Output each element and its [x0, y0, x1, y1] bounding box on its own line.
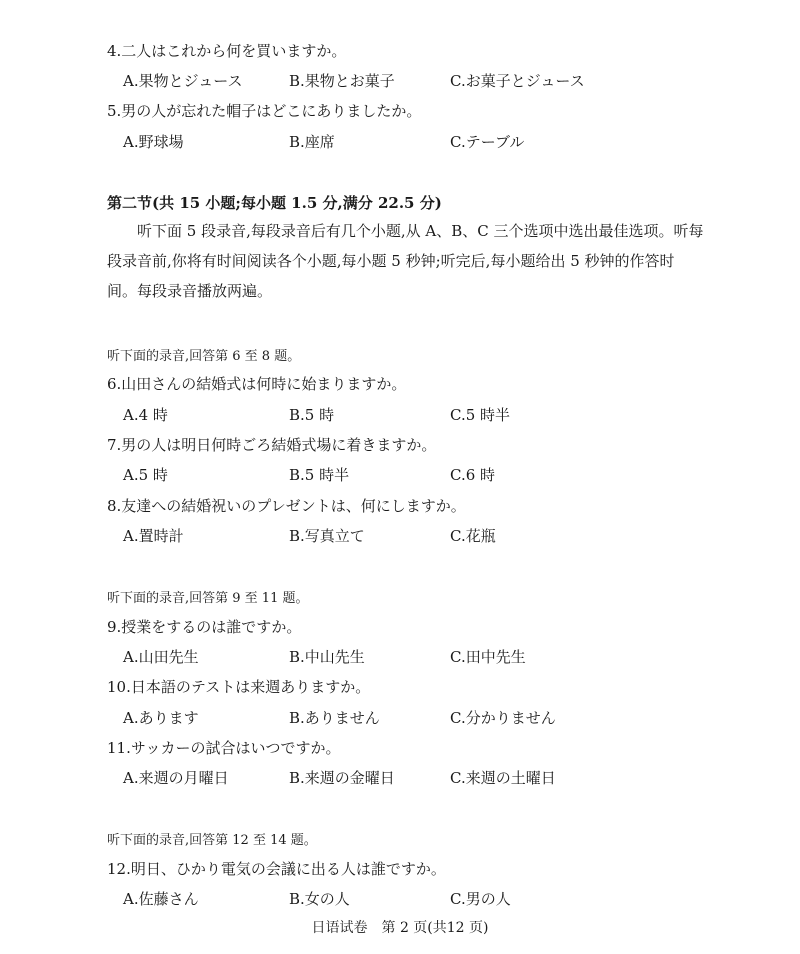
option-b: B.座席: [289, 133, 335, 151]
section-title: 第二节(共 15 小题;每小题 1.5 分,满分 22.5 分): [107, 194, 442, 212]
option-b: B.果物とお菓子: [289, 72, 395, 90]
option-c: C.6 時: [450, 466, 496, 484]
question-10: 10.日本語のテストは来週ありますか。: [107, 678, 371, 696]
question-12: 12.明日、ひかり電気の会議に出る人は誰ですか。: [107, 860, 446, 878]
option-b: B.5 時半: [289, 466, 350, 484]
option-a: A.佐藤さん: [123, 890, 199, 908]
option-c: C.花瓶: [450, 527, 496, 545]
page-footer: 日语试卷 第 2 页(共12 页): [311, 920, 489, 936]
option-b: B.ありません: [289, 709, 380, 727]
question-8: 8.友達への結婚祝いのプレゼントは、何にしますか。: [107, 497, 466, 515]
option-a: A.山田先生: [123, 648, 199, 666]
option-b: B.5 時: [289, 406, 335, 424]
section-instructions: [107, 216, 707, 306]
question-9: 9.授業をするのは誰ですか。: [107, 618, 302, 636]
option-b: B.来週の金曜日: [289, 769, 395, 787]
option-c: C.お菓子とジュース: [450, 72, 585, 90]
option-c: C.テーブル: [450, 133, 525, 151]
option-c: C.田中先生: [450, 648, 526, 666]
question-7: 7.男の人は明日何時ごろ結婚式場に着きますか。: [107, 436, 437, 454]
option-c: C.来週の土曜日: [450, 769, 556, 787]
option-b: B.女の人: [289, 890, 350, 908]
option-b: B.写真立て: [289, 527, 365, 545]
option-a: A.5 時: [123, 466, 168, 484]
option-a: A.4 時: [123, 406, 168, 424]
option-a: A.あります: [123, 709, 199, 727]
group-heading: 听下面的录音,回答第 6 至 8 题。: [107, 349, 301, 364]
option-a: A.野球場: [123, 133, 184, 151]
option-c: C.男の人: [450, 890, 511, 908]
option-c: C.分かりません: [450, 709, 556, 727]
option-c: C.5 時半: [450, 406, 511, 424]
option-a: A.置時計: [123, 527, 184, 545]
instruction-line: 间。每段录音播放两遍。: [107, 282, 273, 300]
question-5: 5.男の人が忘れた帽子はどこにありましたか。: [107, 102, 422, 120]
question-11: 11.サッカーの試合はいつですか。: [107, 739, 341, 757]
group-heading: 听下面的录音,回答第 9 至 11 题。: [107, 591, 309, 606]
option-a: A.来週の月曜日: [123, 769, 229, 787]
option-b: B.中山先生: [289, 648, 365, 666]
option-a: A.果物とジュース: [123, 72, 243, 90]
question-6: 6.山田さんの結婚式は何時に始まりますか。: [107, 375, 407, 393]
instruction-line: 段录音前,你将有时间阅读各个小题,每小题 5 秒钟;听完后,每小题给出 5 秒钟的作答时: [107, 252, 675, 270]
group-heading: 听下面的录音,回答第 12 至 14 题。: [107, 833, 317, 848]
instruction-line: 听下面 5 段录音,每段录音后有几个小题,从 A、B、C 三个选项中选出最佳选项。听每: [107, 222, 704, 240]
question-4: 4.二人はこれから何を買いますか。: [107, 42, 347, 60]
